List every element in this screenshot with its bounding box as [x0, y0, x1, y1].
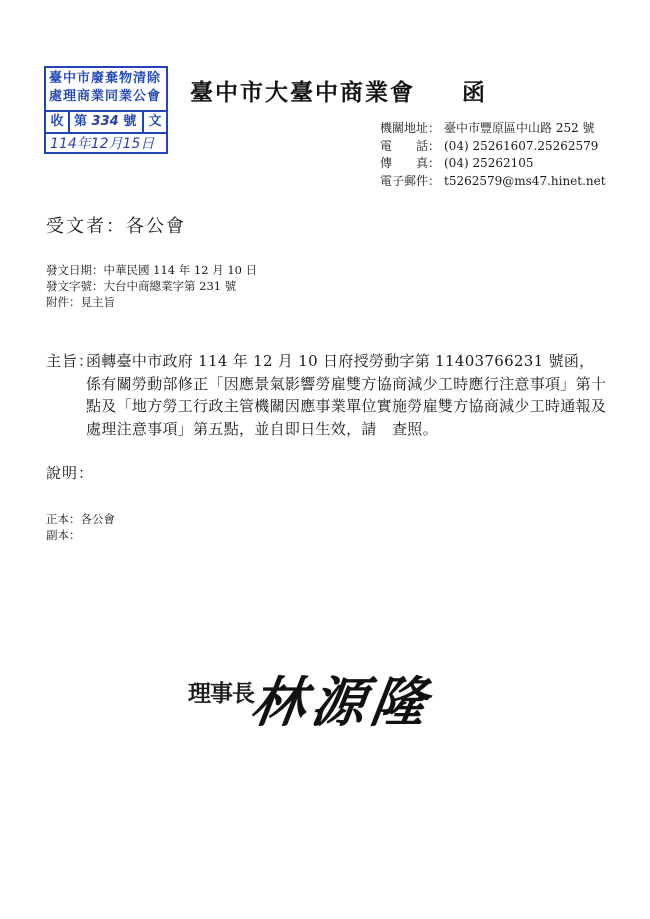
- stamp-number-suffix: 號: [123, 114, 137, 129]
- contact-phone-label: 電 話：: [380, 138, 441, 153]
- contact-phone: [380, 138, 606, 156]
- copy-recipient: 副本：: [46, 528, 81, 542]
- contact-email-label: 電子郵件：: [380, 173, 441, 188]
- organization-name: 臺中市大臺中商業會: [190, 80, 415, 106]
- stamp-number-row: [46, 110, 166, 134]
- contact-block: [380, 120, 606, 190]
- original-recipient: 正本：各公會: [46, 512, 115, 526]
- signature-title: 理事長: [188, 681, 254, 707]
- signature-name: 林源隆: [247, 670, 437, 734]
- attachment: 附件：見主旨: [46, 295, 115, 309]
- contact-address-value: 臺中市豐原區中山路 252 號: [444, 121, 595, 135]
- stamp-date: 114年12月15日: [50, 136, 155, 152]
- issue-date: 發文日期：中華民國 114 年 12 月 10 日: [46, 263, 258, 277]
- contact-email: [380, 173, 606, 191]
- recipient: 受文者：各公會: [46, 216, 186, 237]
- contact-fax-label: 傳 真：: [380, 156, 441, 170]
- stamp-org-line1: 臺中市廢棄物清除: [49, 71, 162, 86]
- stamp-number-value: 334: [91, 114, 119, 129]
- explanation-label: 說明：: [46, 464, 95, 482]
- contact-address: [380, 120, 606, 138]
- document-type: 函: [462, 80, 485, 106]
- document-meta: [46, 262, 257, 310]
- contact-fax-value: (04) 25262105: [444, 156, 534, 170]
- issue-number: 發文字號：大台中商總業字第 231 號: [46, 279, 237, 293]
- stamp-wen-label: 文: [142, 112, 166, 132]
- subject-label: 主旨：: [46, 352, 95, 370]
- stamp-number-prefix: 第: [74, 114, 88, 129]
- contact-address-label: 機關地址：: [380, 121, 441, 135]
- subject-body: 函轉臺中市政府 114 年 12 月 10 日府授勞動字第 11403766231 號函，係有關勞動部修正「因應景氣影響勞雇雙方協商減少工時應行注意事項」第十點及「地方勞工行政主管機關因應事業單位實施勞雇雙方協商減少工時通報及處理注意事項」第五點，並自即日生效，請 查照。: [86, 352, 607, 438]
- contact-fax: [380, 155, 606, 173]
- receipt-stamp: [44, 66, 168, 154]
- stamp-number: [70, 112, 142, 132]
- contact-email-value: t5262579@ms47.hinet.net: [444, 173, 606, 188]
- stamp-org-line2: 處理商業同業公會: [49, 89, 162, 104]
- distribution: [46, 511, 115, 543]
- contact-phone-value: (04) 25261607.25262579: [444, 138, 599, 153]
- stamp-receive-label: 收: [46, 112, 70, 132]
